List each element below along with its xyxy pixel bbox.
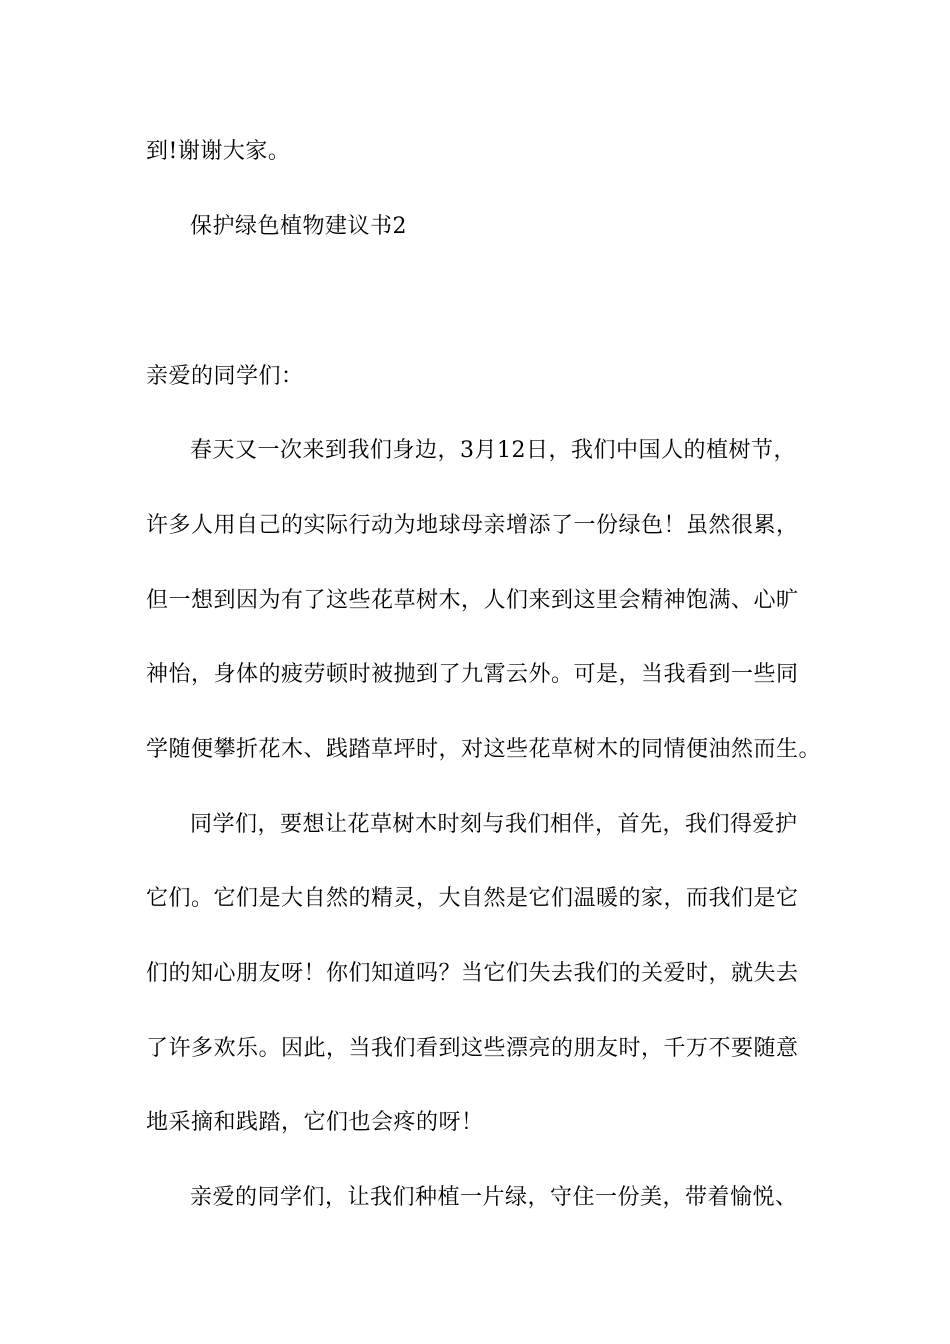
text-line: 到!谢谢大家。 (146, 139, 291, 164)
text-line: 地采摘和践踏，它们也会疼的呀！ (146, 1110, 484, 1135)
text-line: 神怡，身体的疲劳顿时被抛到了九霄云外。可是，当我看到一些同 (146, 662, 799, 687)
text-line: 许多人用自己的实际行动为地球母亲增添了一份绿色！虽然很累， (146, 513, 799, 538)
salutation: 亲爱的同学们： (146, 364, 304, 389)
text-line: 了许多欢乐。因此，当我们看到这些漂亮的朋友时，千万不要随意 (146, 1036, 799, 1061)
text-line: 但一想到因为有了这些花草树木，人们来到这里会精神饱满、心旷 (146, 588, 799, 613)
text-line: 春天又一次来到我们身边，3月12日，我们中国人的植树节， (190, 438, 796, 463)
text-line: 它们。它们是大自然的精灵，大自然是它们温暖的家，而我们是它 (146, 886, 799, 911)
text-line: 亲爱的同学们，让我们种植一片绿，守住一份美，带着愉悦、 (190, 1185, 798, 1210)
text-line: 同学们，要想让花草树木时刻与我们相伴，首先，我们得爱护 (190, 812, 798, 837)
text-line: 学随便攀折花木、践踏草坪时，对这些花草树木的同情便油然而生。 (146, 737, 822, 762)
document-title: 保护绿色植物建议书2 (190, 214, 407, 239)
text-line: 们的知心朋友呀！你们知道吗？当它们失去我们的关爱时，就失去 (146, 961, 799, 986)
